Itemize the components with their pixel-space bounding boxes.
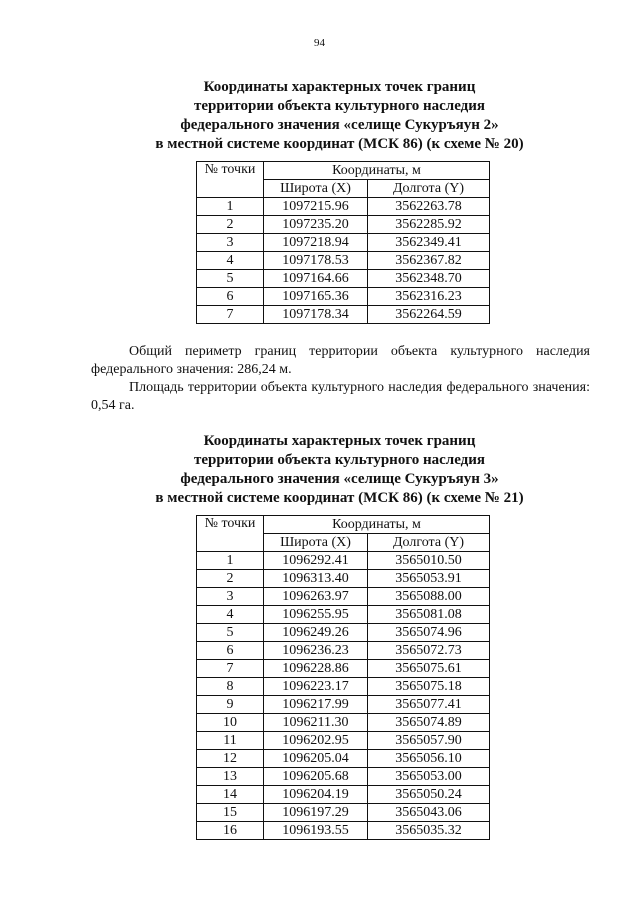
longitude-cell: 3565074.96 xyxy=(368,624,490,642)
point-number-cell: 14 xyxy=(197,786,264,804)
coordinates-table-2 xyxy=(196,515,490,840)
table-row xyxy=(197,588,490,606)
point-number-cell: 2 xyxy=(197,216,264,234)
point-number-cell: 4 xyxy=(197,606,264,624)
latitude-cell: 1096217.99 xyxy=(264,696,368,714)
point-number-cell: 9 xyxy=(197,696,264,714)
point-number-cell: 1 xyxy=(197,552,264,570)
latitude-cell: 1096263.97 xyxy=(264,588,368,606)
point-number-cell: 16 xyxy=(197,822,264,840)
latitude-cell: 1096202.95 xyxy=(264,732,368,750)
header-longitude: Долгота (Y) xyxy=(368,534,490,552)
point-number-cell: 2 xyxy=(197,570,264,588)
point-number-cell: 5 xyxy=(197,270,264,288)
point-number-cell: 7 xyxy=(197,306,264,324)
latitude-cell: 1096193.55 xyxy=(264,822,368,840)
longitude-cell: 3565010.50 xyxy=(368,552,490,570)
point-number-cell: 5 xyxy=(197,624,264,642)
latitude-cell: 1096205.68 xyxy=(264,768,368,786)
table-header-row xyxy=(197,516,490,534)
table-row xyxy=(197,216,490,234)
longitude-cell: 3562316.23 xyxy=(368,288,490,306)
longitude-cell: 3565074.89 xyxy=(368,714,490,732)
table-row xyxy=(197,732,490,750)
latitude-cell: 1096204.19 xyxy=(264,786,368,804)
point-number-cell: 6 xyxy=(197,288,264,306)
longitude-cell: 3562263.78 xyxy=(368,198,490,216)
section1-title-line: территории объекта культурного наследия xyxy=(193,98,486,114)
point-number-cell: 3 xyxy=(197,588,264,606)
coordinates-table-1 xyxy=(196,161,490,324)
table-row xyxy=(197,660,490,678)
longitude-cell: 3565075.61 xyxy=(368,660,490,678)
longitude-cell: 3562264.59 xyxy=(368,306,490,324)
header-coordinates: Координаты, м xyxy=(264,162,490,180)
table-row xyxy=(197,768,490,786)
latitude-cell: 1096223.17 xyxy=(264,678,368,696)
section2-title-line: территории объекта культурного наследия xyxy=(193,452,486,468)
longitude-cell: 3565075.18 xyxy=(368,678,490,696)
header-coordinates: Координаты, м xyxy=(264,516,490,534)
section1-title xyxy=(40,78,639,154)
table-row xyxy=(197,714,490,732)
table-row xyxy=(197,822,490,840)
table-row xyxy=(197,570,490,588)
longitude-cell: 3565077.41 xyxy=(368,696,490,714)
table-row xyxy=(197,252,490,270)
point-number-cell: 10 xyxy=(197,714,264,732)
latitude-cell: 1096249.26 xyxy=(264,624,368,642)
latitude-cell: 1096292.41 xyxy=(264,552,368,570)
longitude-cell: 3565053.00 xyxy=(368,768,490,786)
area-text: Площадь территории объекта культурного наследия федерального значения: 0,54 га. xyxy=(91,380,590,413)
point-number-cell: 7 xyxy=(197,660,264,678)
longitude-cell: 3565081.08 xyxy=(368,606,490,624)
point-number-cell: 15 xyxy=(197,804,264,822)
table-row xyxy=(197,678,490,696)
longitude-cell: 3565057.90 xyxy=(368,732,490,750)
latitude-cell: 1097165.36 xyxy=(264,288,368,306)
latitude-cell: 1096205.04 xyxy=(264,750,368,768)
header-latitude: Широта (X) xyxy=(264,534,368,552)
point-number-cell: 13 xyxy=(197,768,264,786)
longitude-cell: 3562349.41 xyxy=(368,234,490,252)
table-row xyxy=(197,642,490,660)
latitude-cell: 1097164.66 xyxy=(264,270,368,288)
table-row xyxy=(197,552,490,570)
table-row xyxy=(197,750,490,768)
latitude-cell: 1097218.94 xyxy=(264,234,368,252)
point-number-cell: 11 xyxy=(197,732,264,750)
table-row xyxy=(197,306,490,324)
table-row xyxy=(197,786,490,804)
perimeter-paragraph xyxy=(91,343,590,379)
latitude-cell: 1097215.96 xyxy=(264,198,368,216)
longitude-cell: 3565072.73 xyxy=(368,642,490,660)
section2-title xyxy=(40,432,639,508)
longitude-cell: 3565088.00 xyxy=(368,588,490,606)
table-row xyxy=(197,624,490,642)
table-row xyxy=(197,198,490,216)
latitude-cell: 1097235.20 xyxy=(264,216,368,234)
point-number-cell: 8 xyxy=(197,678,264,696)
perimeter-text: Общий периметр границ территории объекта культурного наследия федерального значения: 286,24 м. xyxy=(91,344,590,377)
header-point-number: № точки xyxy=(197,516,264,552)
latitude-cell: 1096313.40 xyxy=(264,570,368,588)
section2-title-line: федерального значения «селище Сукуръяун 3» xyxy=(180,471,499,487)
section2-title-line: Координаты характерных точек границ xyxy=(203,433,476,449)
section2-title-line: в местной системе координат (МСК 86) (к схеме № 21) xyxy=(155,490,524,506)
point-number-cell: 1 xyxy=(197,198,264,216)
table-row xyxy=(197,288,490,306)
point-number-cell: 4 xyxy=(197,252,264,270)
page-number: 94 xyxy=(314,37,325,49)
latitude-cell: 1097178.53 xyxy=(264,252,368,270)
section1-title-line: Координаты характерных точек границ xyxy=(203,79,476,95)
section1-title-line: в местной системе координат (МСК 86) (к схеме № 20) xyxy=(155,136,524,152)
longitude-cell: 3565056.10 xyxy=(368,750,490,768)
longitude-cell: 3565050.24 xyxy=(368,786,490,804)
latitude-cell: 1096197.29 xyxy=(264,804,368,822)
area-paragraph xyxy=(91,379,590,415)
latitude-cell: 1097178.34 xyxy=(264,306,368,324)
header-longitude: Долгота (Y) xyxy=(368,180,490,198)
table-row xyxy=(197,234,490,252)
latitude-cell: 1096255.95 xyxy=(264,606,368,624)
longitude-cell: 3562285.92 xyxy=(368,216,490,234)
longitude-cell: 3565035.32 xyxy=(368,822,490,840)
header-latitude: Широта (X) xyxy=(264,180,368,198)
latitude-cell: 1096211.30 xyxy=(264,714,368,732)
point-number-cell: 3 xyxy=(197,234,264,252)
header-point-number: № точки xyxy=(197,162,264,198)
table-header-row xyxy=(197,162,490,180)
table-row xyxy=(197,804,490,822)
latitude-cell: 1096228.86 xyxy=(264,660,368,678)
table-row xyxy=(197,696,490,714)
longitude-cell: 3565043.06 xyxy=(368,804,490,822)
longitude-cell: 3562348.70 xyxy=(368,270,490,288)
section1-title-line: федерального значения «селище Сукуръяун 2» xyxy=(180,117,499,133)
longitude-cell: 3565053.91 xyxy=(368,570,490,588)
longitude-cell: 3562367.82 xyxy=(368,252,490,270)
table-row xyxy=(197,606,490,624)
table-row xyxy=(197,270,490,288)
point-number-cell: 12 xyxy=(197,750,264,768)
latitude-cell: 1096236.23 xyxy=(264,642,368,660)
point-number-cell: 6 xyxy=(197,642,264,660)
